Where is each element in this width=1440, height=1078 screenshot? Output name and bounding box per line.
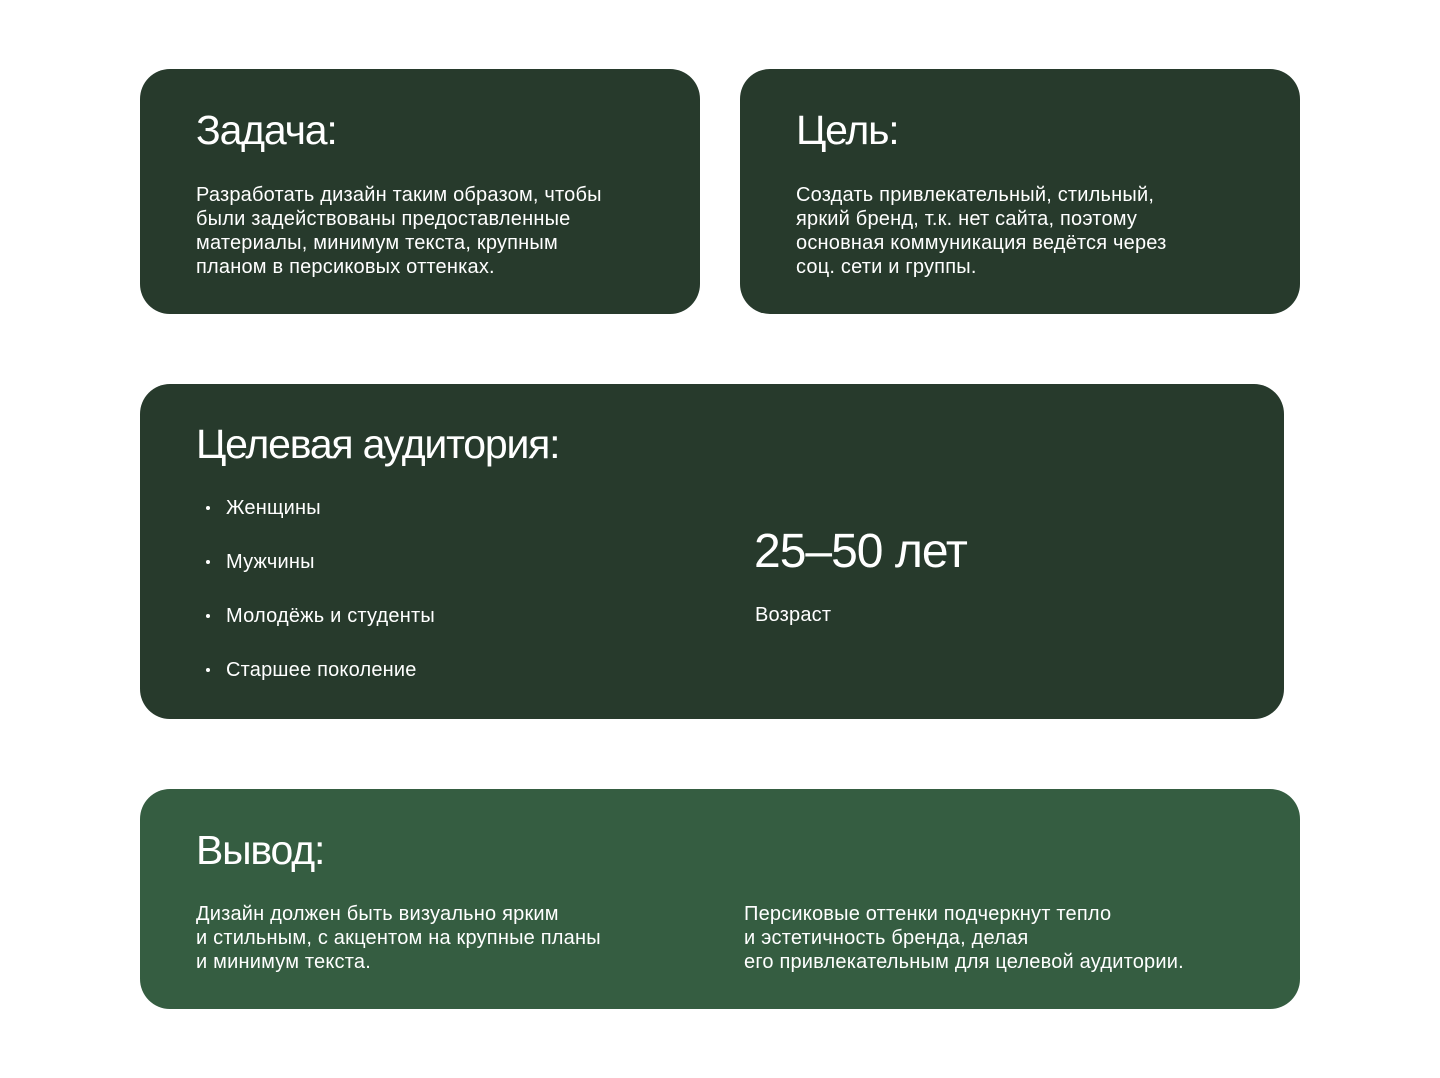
goal-card xyxy=(740,69,1300,314)
audience-list-item xyxy=(206,658,435,712)
goal-text: Создать привлекательный, стильный, яркий бренд, т.к. нет сайта, поэтому основная коммуникация ведётся через соц. сети и группы. xyxy=(796,184,1167,278)
bullet-icon xyxy=(206,614,210,618)
task-text: Разработать дизайн таким образом, чтобы были задействованы предоставленные материалы, минимум текста, крупным планом в персиковых оттенках. xyxy=(196,184,602,278)
conclusion-text-right: Персиковые оттенки подчеркнут тепло и эстетичность бренда, делая его привлекательным для целевой аудитории. xyxy=(744,903,1184,973)
audience-list-item xyxy=(206,604,435,658)
conclusion-title: Вывод: xyxy=(196,827,325,873)
task-title: Задача: xyxy=(196,107,337,153)
bullet-icon xyxy=(206,506,210,510)
audience-item-label: Мужчины xyxy=(226,551,315,573)
conclusion-text-left: Дизайн должен быть визуально ярким и стильным, с акцентом на крупные планы и минимум текста. xyxy=(196,903,601,973)
audience-item-label: Старшее поколение xyxy=(226,659,417,681)
goal-title: Цель: xyxy=(796,107,899,153)
conclusion-card xyxy=(140,789,1300,1009)
audience-list xyxy=(206,496,435,712)
audience-title: Целевая аудитория: xyxy=(196,421,560,467)
bullet-icon xyxy=(206,668,210,672)
task-card xyxy=(140,69,700,314)
audience-item-label: Молодёжь и студенты xyxy=(226,605,435,627)
bullet-icon xyxy=(206,560,210,564)
audience-item-label: Женщины xyxy=(226,497,321,519)
audience-card xyxy=(140,384,1284,719)
audience-list-item xyxy=(206,550,435,604)
audience-list-item xyxy=(206,496,435,550)
age-range-label: Возраст xyxy=(755,604,832,626)
age-range-value: 25–50 лет xyxy=(754,525,967,578)
